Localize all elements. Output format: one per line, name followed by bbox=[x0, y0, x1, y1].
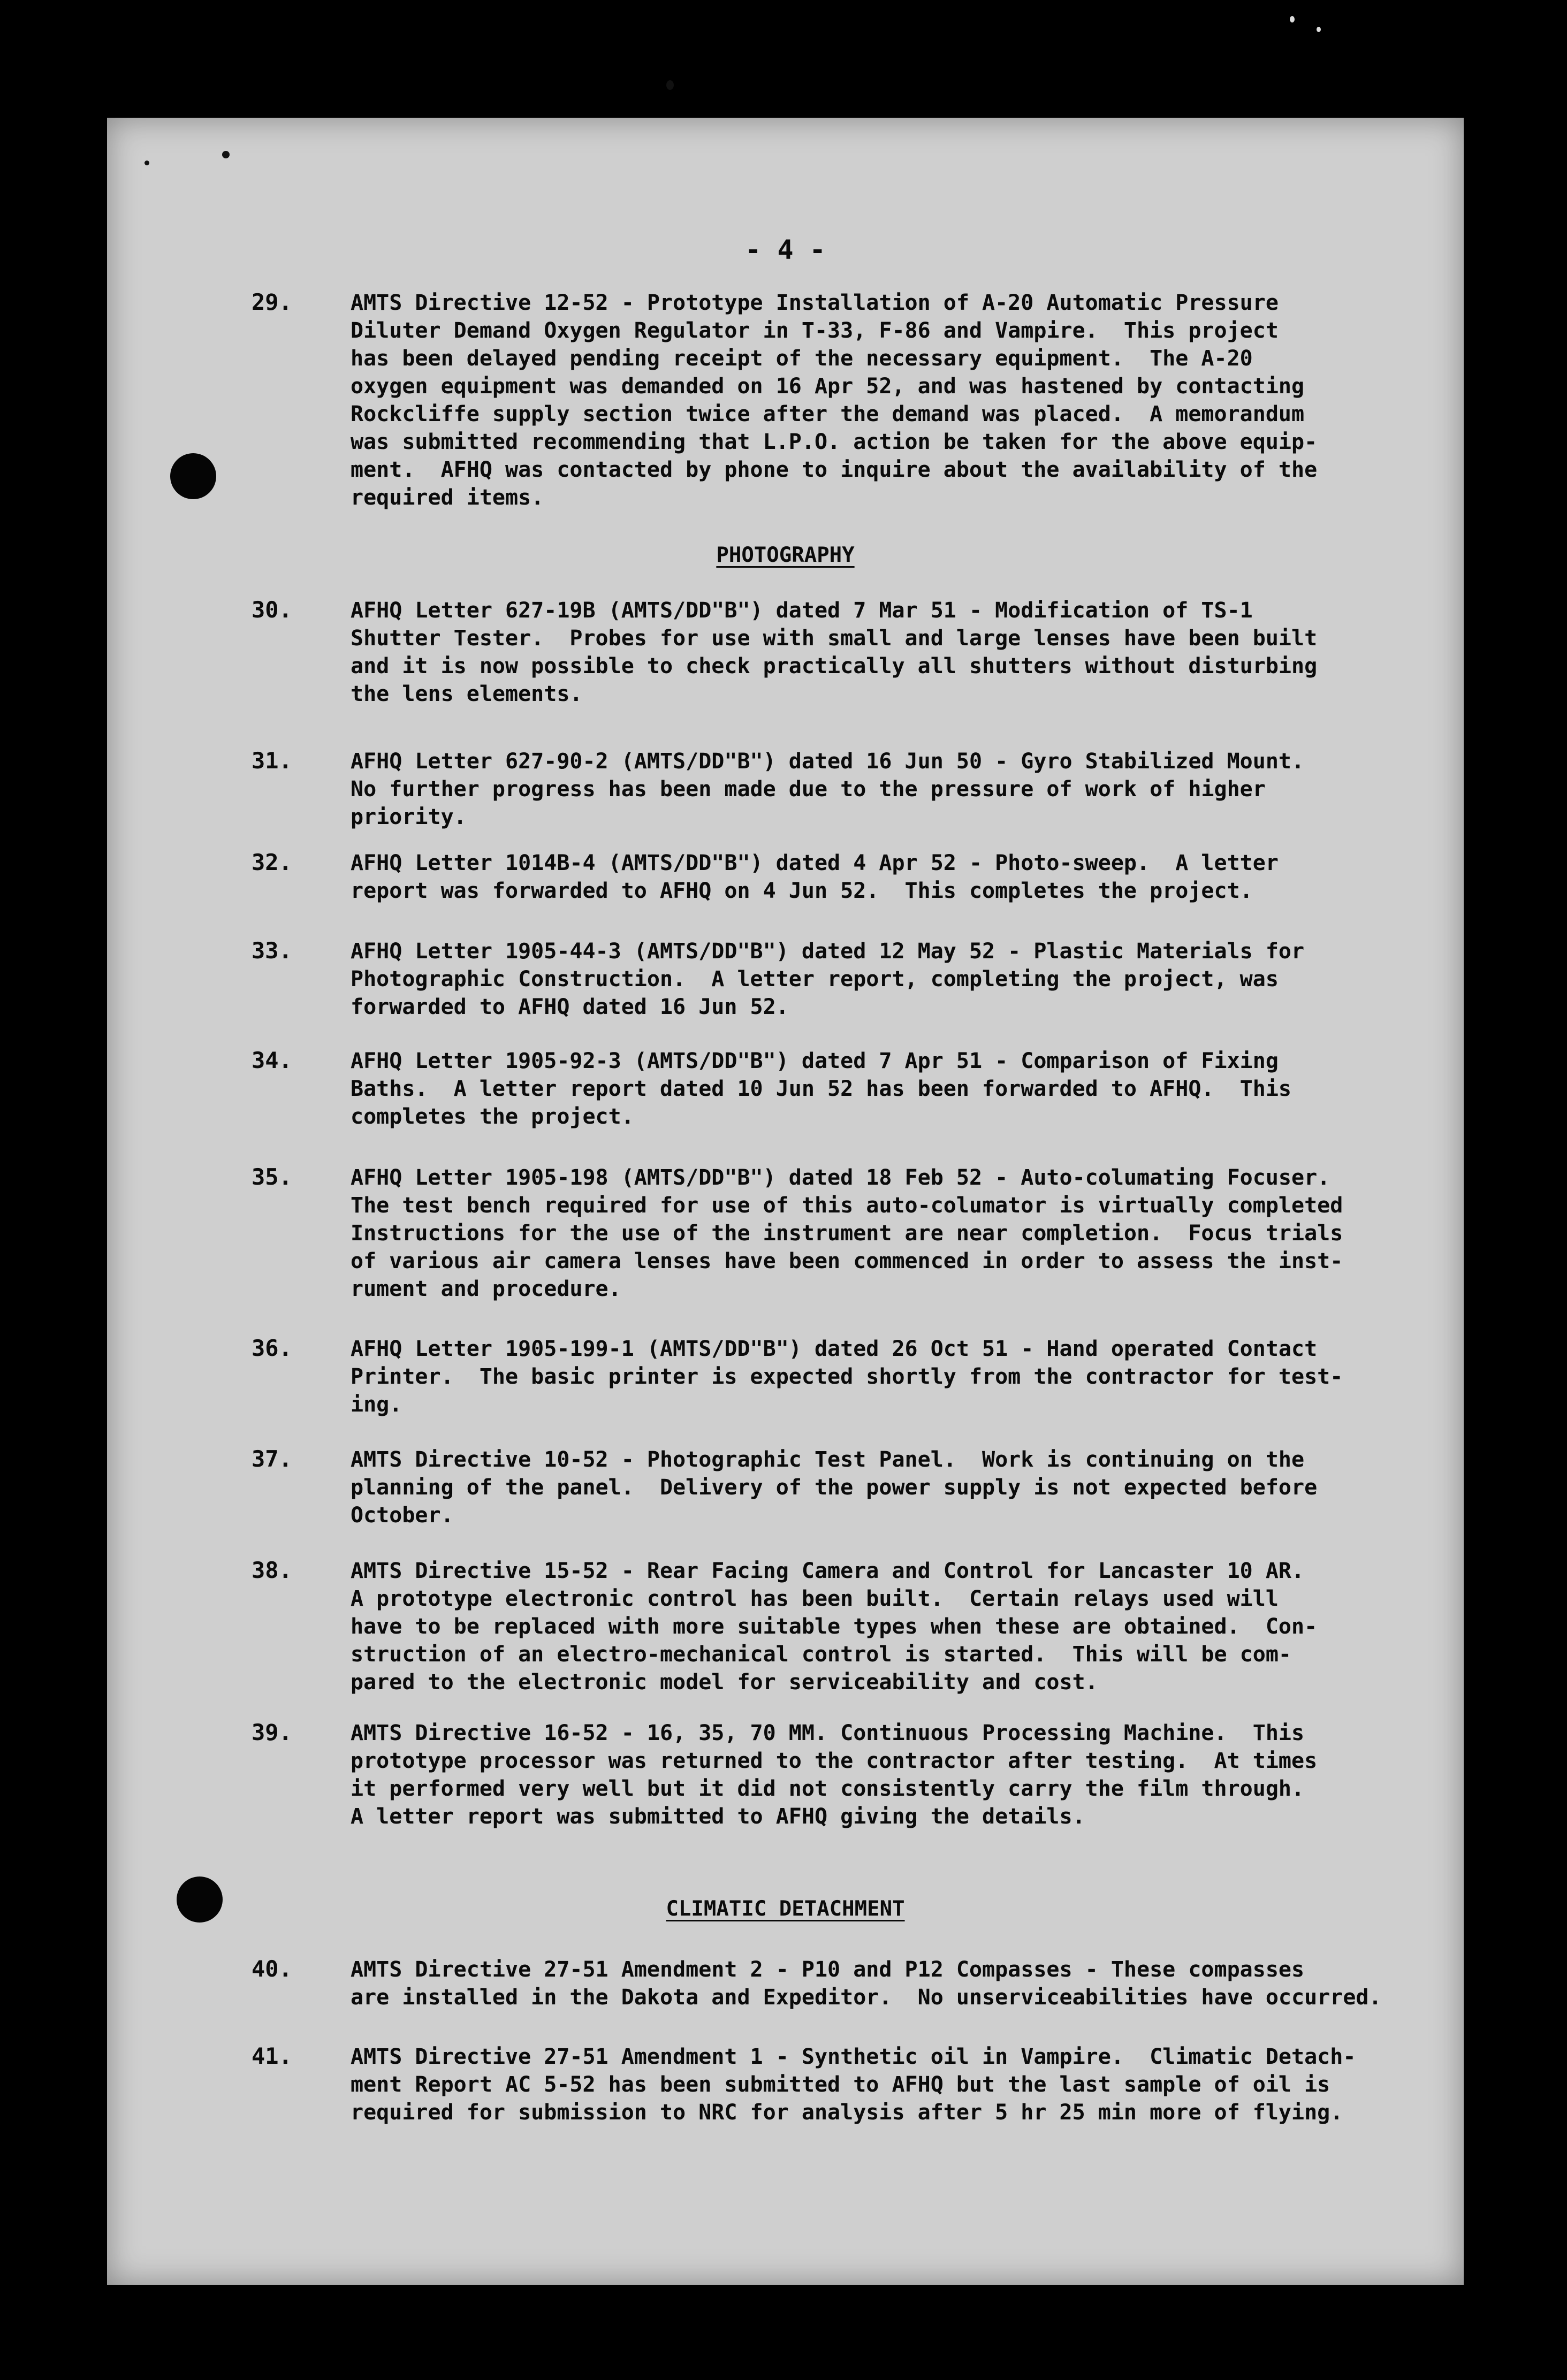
item-text-line: A prototype electronic control has been built. Certain relays used will bbox=[351, 1586, 1279, 1611]
document-page bbox=[107, 118, 1464, 2285]
item-text-line: of various air camera lenses have been commenced in order to assess the inst- bbox=[351, 1249, 1343, 1273]
item-text-line: October. bbox=[351, 1503, 454, 1528]
page-speck bbox=[222, 151, 230, 158]
item-text-line: AMTS Directive 16-52 - 16, 35, 70 MM. Continuous Processing Machine. This bbox=[351, 1721, 1305, 1745]
item-number: 29. bbox=[252, 289, 292, 315]
item-number: 39. bbox=[252, 1719, 292, 1745]
item-text bbox=[351, 1164, 1421, 1303]
item-text-line: AFHQ Letter 1905-198 (AMTS/DD"B") dated 18 Feb 52 - Auto-columating Focuser. bbox=[351, 1165, 1330, 1190]
section-heading-climatic-detachment: CLIMATIC DETACHMENT bbox=[666, 1897, 905, 1921]
item-number: 37. bbox=[252, 1446, 292, 1472]
item-number: 41. bbox=[252, 2043, 292, 2069]
item-text-line: planning of the panel. Delivery of the power supply is not expected before bbox=[351, 1475, 1318, 1500]
item-text bbox=[351, 747, 1421, 831]
item-number: 40. bbox=[252, 1956, 292, 1982]
item-text-line: The test bench required for use of this auto-columator is virtually completed bbox=[351, 1193, 1343, 1218]
item-text-line: AMTS Directive 27-51 Amendment 1 - Synthetic oil in Vampire. Climatic Detach- bbox=[351, 2045, 1356, 2069]
item-text-line: AFHQ Letter 627-19B (AMTS/DD"B") dated 7 Mar 51 - Modification of TS-1 bbox=[351, 598, 1253, 623]
item-text bbox=[351, 1335, 1421, 1418]
item-text bbox=[351, 849, 1421, 905]
item-text-line: AMTS Directive 12-52 - Prototype Installation of A-20 Automatic Pressure bbox=[351, 291, 1279, 315]
list-item bbox=[252, 2043, 1402, 2132]
item-text bbox=[351, 1719, 1421, 1830]
item-text bbox=[351, 289, 1421, 512]
item-text bbox=[351, 597, 1421, 708]
item-text-line: Photographic Construction. A letter report, completing the project, was bbox=[351, 967, 1279, 991]
item-text bbox=[351, 937, 1421, 1021]
item-number: 36. bbox=[252, 1335, 292, 1361]
item-text bbox=[351, 2043, 1421, 2126]
item-text-line: pared to the electronic model for serviceability and cost. bbox=[351, 1670, 1098, 1695]
section-heading-photography: PHOTOGRAPHY bbox=[716, 543, 855, 567]
item-text-line: AFHQ Letter 1905-44-3 (AMTS/DD"B") dated 12 May 52 - Plastic Materials for bbox=[351, 939, 1305, 964]
item-text-line: Baths. A letter report dated 10 Jun 52 has been forwarded to AFHQ. This bbox=[351, 1077, 1291, 1101]
item-text-line: Instructions for the use of the instrument are near completion. Focus trials bbox=[351, 1221, 1343, 1246]
item-number: 33. bbox=[252, 937, 292, 964]
item-text-line: AMTS Directive 27-51 Amendment 2 - P10 and P12 Compasses - These compasses bbox=[351, 1957, 1305, 1982]
item-text-line: AMTS Directive 15-52 - Rear Facing Camera and Control for Lancaster 10 AR. bbox=[351, 1559, 1305, 1583]
item-number: 30. bbox=[252, 597, 292, 623]
item-text-line: Diluter Demand Oxygen Regulator in T-33, F-86 and Vampire. This project bbox=[351, 318, 1279, 343]
list-item bbox=[252, 597, 1402, 713]
item-text-line: No further progress has been made due to the pressure of work of higher bbox=[351, 777, 1266, 802]
item-text-line: AMTS Directive 10-52 - Photographic Test Panel. Work is continuing on the bbox=[351, 1447, 1305, 1472]
item-text bbox=[351, 1956, 1421, 2011]
list-item bbox=[252, 289, 1402, 517]
item-text-line: forwarded to AFHQ dated 16 Jun 52. bbox=[351, 995, 789, 1019]
item-text-line: ment Report AC 5-52 has been submitted to AFHQ but the last sample of oil is bbox=[351, 2072, 1330, 2097]
item-text-line: was submitted recommending that L.P.O. action be taken for the above equip- bbox=[351, 430, 1318, 454]
item-number: 35. bbox=[252, 1164, 292, 1190]
item-text-line: report was forwarded to AFHQ on 4 Jun 52. This completes the project. bbox=[351, 879, 1253, 903]
list-item bbox=[252, 937, 1402, 1026]
page-number: - 4 - bbox=[745, 234, 826, 265]
list-item bbox=[252, 1164, 1402, 1308]
item-number: 31. bbox=[252, 747, 292, 774]
list-item bbox=[252, 1446, 1402, 1535]
item-text-line: completes the project. bbox=[351, 1104, 634, 1129]
punch-hole-top bbox=[170, 453, 216, 499]
list-item bbox=[252, 1719, 1402, 1836]
item-text-line: AFHQ Letter 1014B-4 (AMTS/DD"B") dated 4 Apr 52 - Photo-sweep. A letter bbox=[351, 851, 1279, 875]
item-text-line: AFHQ Letter 627-90-2 (AMTS/DD"B") dated 16 Jun 50 - Gyro Stabilized Mount. bbox=[351, 749, 1305, 774]
list-item bbox=[252, 849, 1402, 910]
item-text bbox=[351, 1047, 1421, 1131]
item-text bbox=[351, 1557, 1421, 1696]
item-text-line: and it is now possible to check practically all shutters without disturbing bbox=[351, 654, 1318, 678]
item-text-line: oxygen equipment was demanded on 16 Apr 52, and was hastened by contacting bbox=[351, 374, 1305, 399]
item-text-line: the lens elements. bbox=[351, 682, 583, 706]
list-item bbox=[252, 1557, 1402, 1702]
item-text-line: AFHQ Letter 1905-199-1 (AMTS/DD"B") dated 26 Oct 51 - Hand operated Contact bbox=[351, 1337, 1318, 1361]
item-text bbox=[351, 1446, 1421, 1529]
item-text-line: priority. bbox=[351, 805, 467, 829]
item-text-line: Shutter Tester. Probes for use with small and large lenses have been built bbox=[351, 626, 1318, 651]
list-item bbox=[252, 1047, 1402, 1136]
film-speck bbox=[1290, 16, 1295, 22]
item-text-line: are installed in the Dakota and Expeditor. No unserviceabilities have occurred. bbox=[351, 1985, 1382, 2010]
item-text-line: Rockcliffe supply section twice after the demand was placed. A memorandum bbox=[351, 402, 1305, 426]
item-text-line: A letter report was submitted to AFHQ giving the details. bbox=[351, 1804, 1085, 1829]
item-text-line: ing. bbox=[351, 1392, 402, 1417]
page-speck bbox=[144, 161, 149, 165]
item-number: 32. bbox=[252, 849, 292, 875]
item-text-line: AFHQ Letter 1905-92-3 (AMTS/DD"B") dated 7 Apr 51 - Comparison of Fixing bbox=[351, 1049, 1279, 1073]
film-speck bbox=[1317, 27, 1321, 32]
item-text-line: struction of an electro-mechanical control is started. This will be com- bbox=[351, 1642, 1291, 1667]
item-text-line: rument and procedure. bbox=[351, 1277, 621, 1301]
item-text-line: Printer. The basic printer is expected shortly from the contractor for test- bbox=[351, 1364, 1343, 1389]
list-item bbox=[252, 1956, 1402, 2017]
item-text-line: it performed very well but it did not consistently carry the film through. bbox=[351, 1776, 1305, 1801]
item-text-line: have to be replaced with more suitable types when these are obtained. Con- bbox=[351, 1614, 1318, 1639]
item-text-line: required items. bbox=[351, 485, 544, 510]
film-speck bbox=[666, 80, 674, 90]
item-number: 38. bbox=[252, 1557, 292, 1583]
list-item bbox=[252, 747, 1402, 836]
item-text-line: has been delayed pending receipt of the necessary equipment. The A-20 bbox=[351, 346, 1253, 371]
item-text-line: prototype processor was returned to the contractor after testing. At times bbox=[351, 1749, 1318, 1773]
item-text-line: required for submission to NRC for analysis after 5 hr 25 min more of flying. bbox=[351, 2100, 1343, 2125]
item-number: 34. bbox=[252, 1047, 292, 1073]
item-text-line: ment. AFHQ was contacted by phone to inquire about the availability of the bbox=[351, 457, 1318, 482]
list-item bbox=[252, 1335, 1402, 1424]
